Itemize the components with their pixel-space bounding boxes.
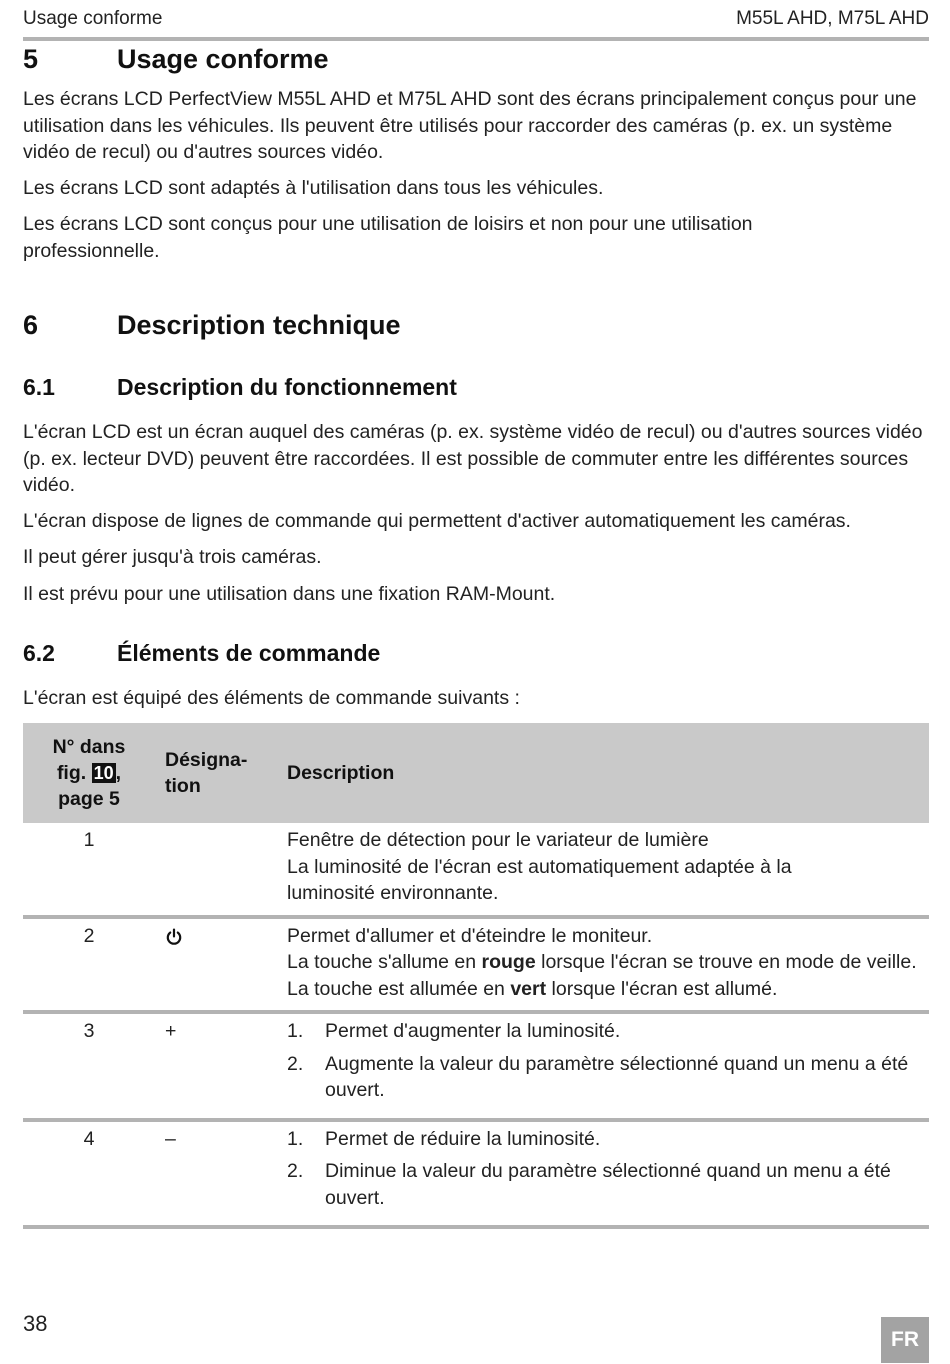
section-6-2-intro: L'écran est équipé des éléments de commande suivants : (23, 687, 520, 709)
section-6-1-paragraph-1: L'écran LCD est un écran auquel des caméras (p. ex. système vidéo de recul) ou d'autres sources vidéo (p. ex. lecteur DVD) peuvent être raccordées. Il est possible de commuter entre les différentes sources vidéo. (23, 421, 923, 496)
table-header-row (23, 723, 929, 823)
row-number: 3 (83, 1020, 95, 1042)
row-description: Fenêtre de détection pour le variateur de lumière La luminosité de l'écran est automatiquement adaptée à la luminosité environnante. (287, 829, 792, 904)
power-icon (165, 927, 183, 945)
section-number: 5 (23, 44, 39, 74)
table-row (23, 917, 929, 1013)
section-number: 6.2 (23, 640, 55, 666)
row-number: 2 (83, 924, 95, 947)
section-5-heading (23, 44, 329, 75)
list-item: 2. Diminue la valeur du paramètre sélectionné quand un menu a été ouvert. (287, 1160, 891, 1209)
section-number: 6.1 (23, 374, 55, 400)
section-5-paragraph-2: Les écrans LCD sont adaptés à l'utilisation dans tous les véhicules. (23, 177, 604, 199)
green-label: vert (510, 977, 547, 1000)
section-title: Usage conforme (117, 44, 329, 74)
section-5-paragraph-3: Les écrans LCD sont conçus pour une utilisation de loisirs et non pour une utilisation professionnelle. (23, 213, 753, 262)
row-description: Permet d'allumer et d'éteindre le moniteur. La touche s'allume en rouge lorsque l'écran se trouve en mode de veille. La touche est allumée en vert lorsque l'écran est allumé. (287, 924, 917, 1000)
running-header (23, 8, 929, 30)
column-header-designation: Désigna- tion (155, 723, 277, 823)
row-designation: – (165, 1127, 176, 1150)
section-6-1-paragraph-4: Il est prévu pour une utilisation dans une fixation RAM-Mount. (23, 583, 556, 605)
section-6-1-paragraph-2: L'écran dispose de lignes de commande qui permettent d'activer automatiquement les caméras. (23, 510, 851, 532)
header-rule (23, 37, 929, 41)
steps-list (287, 1018, 929, 1104)
steps-list (287, 1126, 929, 1212)
controls-table (23, 723, 929, 1229)
section-6-1-paragraph-3: Il peut gérer jusqu'à trois caméras. (23, 546, 322, 568)
figure-reference-badge: 10 (93, 763, 114, 783)
table-row (23, 1012, 929, 1120)
section-6-2-heading (23, 640, 380, 667)
red-label: rouge (481, 951, 536, 973)
section-5-paragraph-1: Les écrans LCD PerfectView M55L AHD et M75L AHD sont des écrans principalement conçus pour une utilisation dans les véhicules. Ils peuvent être utilisés pour raccorder des caméras (p. ex. un système vidéo de recul) ou d'autres sources vidéo. (23, 88, 917, 163)
page-number: 38 (23, 1311, 48, 1336)
section-6-heading (23, 310, 401, 341)
table-row (23, 1120, 929, 1228)
column-header-number: N° dans fig. 10 , page 5 (23, 723, 155, 823)
row-designation (155, 823, 277, 917)
row-designation: + (165, 1020, 177, 1042)
list-item: 1. Permet de réduire la luminosité. (287, 1127, 601, 1150)
header-model-names: M55L AHD, M75L AHD (736, 8, 929, 29)
section-number: 6 (23, 310, 39, 340)
row-number: 1 (83, 829, 95, 851)
language-badge: FR (881, 1317, 929, 1363)
table-row (23, 823, 929, 917)
column-header-description: Description (277, 723, 929, 823)
section-6-1-heading (23, 374, 457, 401)
header-section-title: Usage conforme (23, 8, 163, 29)
section-title: Description technique (117, 310, 401, 340)
section-title: Éléments de commande (117, 640, 381, 666)
section-title: Description du fonctionnement (117, 374, 457, 400)
row-number: 4 (83, 1127, 95, 1150)
row-designation (155, 917, 277, 1013)
list-item: 1. Permet d'augmenter la luminosité. (287, 1020, 621, 1042)
row-description (277, 1012, 929, 1120)
row-description (277, 1120, 929, 1228)
list-item: 2. Augmente la valeur du paramètre sélectionné quand un menu a été ouvert. (287, 1052, 909, 1101)
